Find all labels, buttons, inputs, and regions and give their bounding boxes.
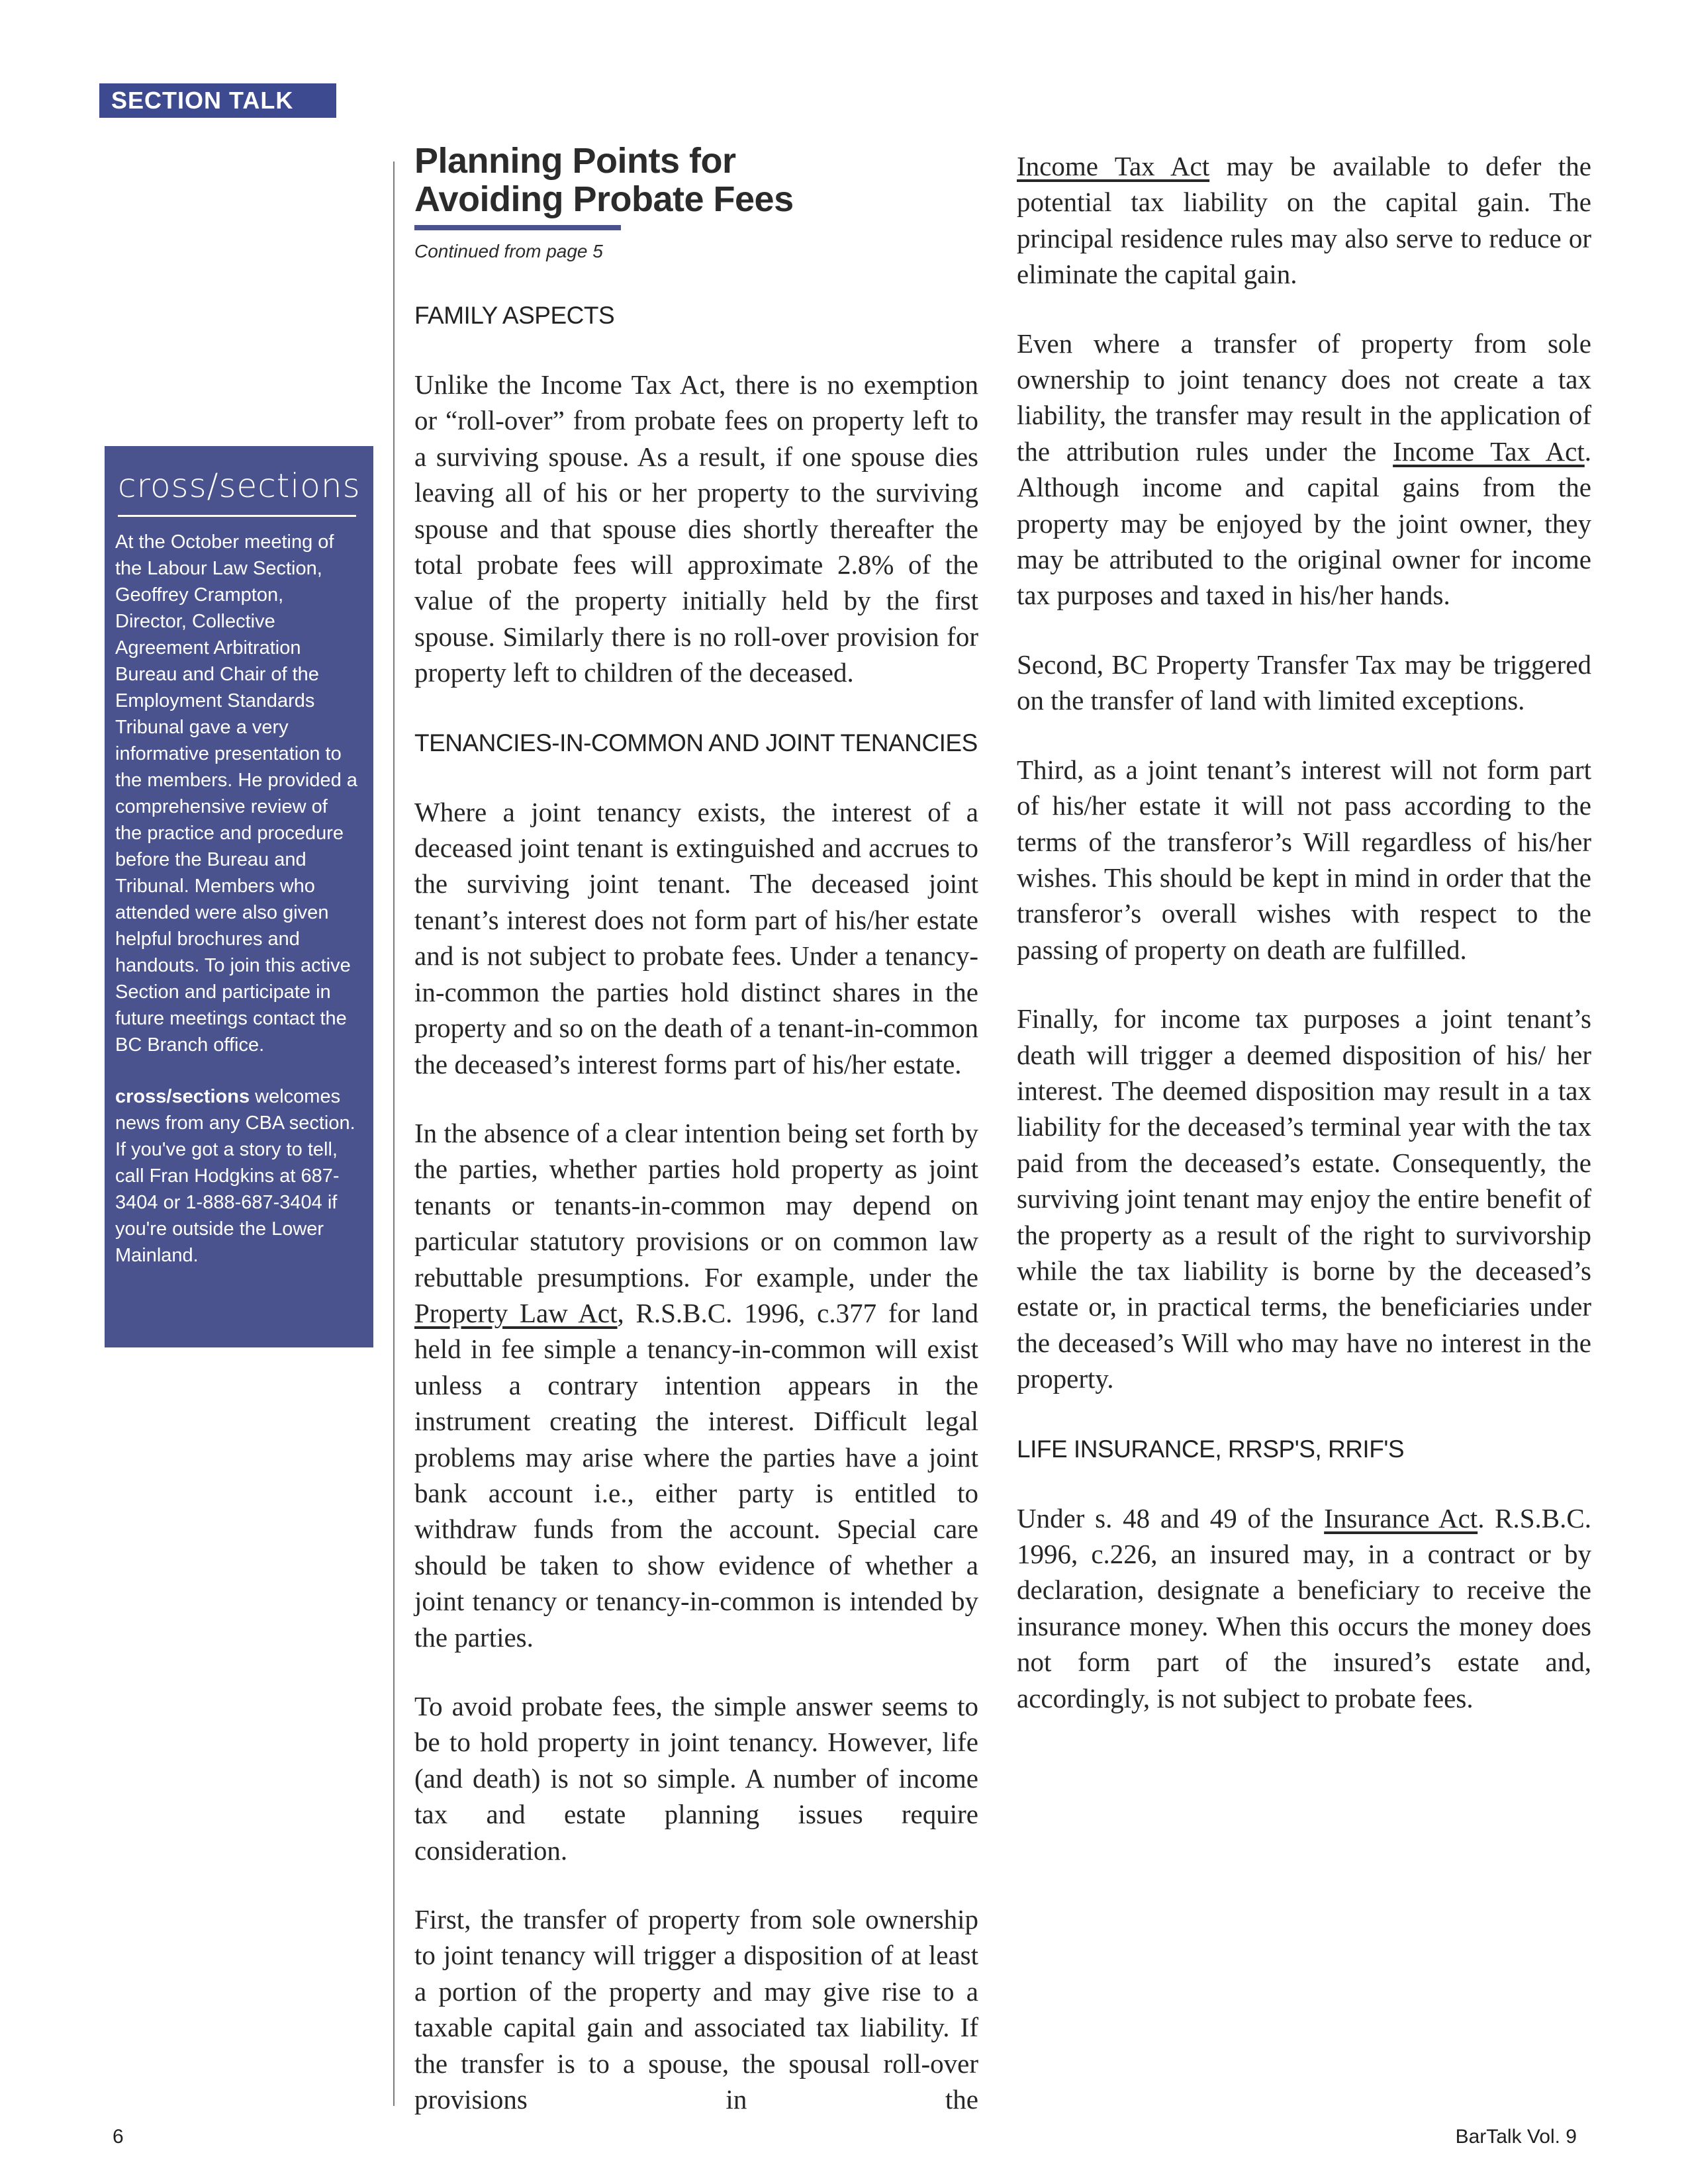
publication-footer: BarTalk Vol. 9 — [1455, 2126, 1577, 2148]
text: . R.S.B.C. 1996, c.226, an insured may, in a contract or by declaration, designate a beneficiary to receive the insurance money. When this occurs the money does not form part of the insured’s estate and, accordingly, is not subject to probate fees. — [1017, 1502, 1592, 1713]
paragraph: Where a joint tenancy exists, the interest of a deceased joint tenant is extinguished and accrues to the surviving joint tenant. The deceased joint tenant’s interest does not form part of his/her estate and is not subject to probate fees. Under a tenancy-in-common the parties hold distinct shares in the property and so on the death of a tenant-in-common the deceased’s interest forms part of his/her estate. — [414, 796, 978, 1079]
paragraph — [1017, 1500, 1591, 1716]
section-tag: SECTION TALK — [99, 83, 336, 118]
paragraph — [414, 1115, 978, 1655]
sidebar-paragraph: At the October meeting of the Labour Law Section, Geoffrey Crampton, Director, Collective Agreement Arbitration Bureau and Chair of the Employment Standards Tribunal gave a very informative presentation to the members. He provided a comprehensive review of the practice and procedure before the Bureau and Tribunal. Members who attended were also given helpful brochures and handouts. To join this active Section and participate in future meetings contact the BC Branch office. — [115, 531, 357, 1056]
text: In the absence of a clear intention being set forth by the parties, whether parties hold property as joint tenants or tenants-in-common may depend on particular statutory provisions or on common law rebuttable presumptions. For example, under the — [414, 1117, 978, 1293]
paragraph: Second, BC Property Transfer Tax may be triggered on the transfer of land with limited exceptions. — [1017, 649, 1591, 716]
paragraph: To avoid probate fees, the simple answer seems to be to hold property in joint tenancy. However, life (and death) is not so simple. A number of income tax and estate planning issues require consideration. — [414, 1691, 978, 1866]
continued-note: Continued from page 5 — [414, 241, 603, 261]
article-column-1 — [414, 296, 978, 2117]
paragraph: Third, as a joint tenant’s interest will not form part of his/her estate it will not pass according to the terms of the transferor’s Will regardless of his/her wishes. This should be kept in mind in order that the transferor’s overall wishes with respect to the passing of property on death are fulfilled. — [1017, 754, 1591, 965]
paragraph: Finally, for income tax purposes a joint tenant’s death will trigger a deemed disposition of his/ her interest. The deemed disposition may result in a tax liability for the deceased’s terminal year with the tax paid from the deceased’s estate. Consequently, the surviving joint tenant may enjoy the entire benefit of the property as a result of the right to survivorship while the tax liability is borne by the deceased’s estate or, in practical terms, the beneficiaries under the deceased’s Will who may have no interest in the property. — [1017, 1003, 1591, 1394]
page-number: 6 — [113, 2126, 124, 2148]
statute-reference: Income Tax Act — [1393, 435, 1585, 467]
article-column-2 — [1017, 148, 1591, 1749]
article-title — [414, 142, 851, 218]
title-underline — [414, 225, 621, 230]
column-divider — [393, 161, 395, 2106]
paragraph-continuation — [1017, 148, 1591, 293]
text: may be available to defer the potential tax liability on the capital gain. The principal residence rules may also serve to reduce or eliminate the capital gain. — [1017, 151, 1591, 290]
text: . Although income and capital gains from the property may be enjoyed by the joint owner, they may be attributed to the original owner for income tax purposes and taxed in his/her hands. — [1017, 435, 1591, 611]
paragraph-continued: First, the transfer of property from sole ownership to joint tenancy will trigger a disposition of at least a portion of the property and may give rise to a taxable capital gain and associated tax liability. If the transfer is to a spouse, the spousal roll-over provisions in the — [414, 1904, 978, 2115]
heading-family-aspects: FAMILY ASPECTS — [414, 302, 615, 329]
sidebar-paragraph — [115, 1083, 359, 1269]
sidebar-brand: cross/sections — [115, 1086, 250, 1107]
paragraph: Unlike the Income Tax Act, there is no exemption or “roll-over” from probate fees on property left to a surviving spouse. As a result, if one spouse dies leaving all of his or her property to the surviving spouse and that spouse dies shortly thereafter the total probate fees will approximate 2.8% of the value of the property initially held by the first spouse. Similarly there is no roll-over provision for property left to children of the deceased. — [414, 369, 978, 688]
sidebar-box — [105, 446, 373, 1347]
text: Under s. 48 and 49 of the — [1017, 1502, 1325, 1533]
sidebar-text: welcomes news from any CBA section. If you've got a story to tell, call Fran Hodgkins at 687-3404 or 1-888-687-3404 if you're outside the Lower Mainland. — [115, 1086, 355, 1266]
text: , R.S.B.C. 1996, c.377 for land held in fee simple a tenancy-in-common will exist unless a contrary intention appears in the instrument creating the interest. Difficult legal problems may arise where the parties have a joint bank account i.e., either party is entitled to withdraw funds from the account. Special care should be taken to show evidence of whether a joint tenancy or tenancy-in-common is intended by the parties. — [414, 1297, 979, 1653]
heading-life-insurance: LIFE INSURANCE, RRSP'S, RRIF'S — [1017, 1435, 1405, 1463]
statute-reference: Insurance Act — [1324, 1502, 1478, 1533]
article-title-line: Avoiding Probate Fees — [414, 179, 794, 219]
article-title-line: Planning Points for — [414, 141, 736, 181]
heading-tenancies: TENANCIES-IN-COMMON AND JOINT TENANCIES — [414, 729, 978, 756]
text: Even where a transfer of property from sole ownership to joint tenancy does not create a tax liability, the transfer may result in the application of the attribution rules under the — [1017, 328, 1591, 467]
sidebar-title: cross/sections — [118, 466, 356, 517]
statute-reference: Property Law Act — [414, 1297, 618, 1328]
statute-reference: Income Tax Act — [1017, 151, 1210, 181]
paragraph — [1017, 326, 1591, 614]
